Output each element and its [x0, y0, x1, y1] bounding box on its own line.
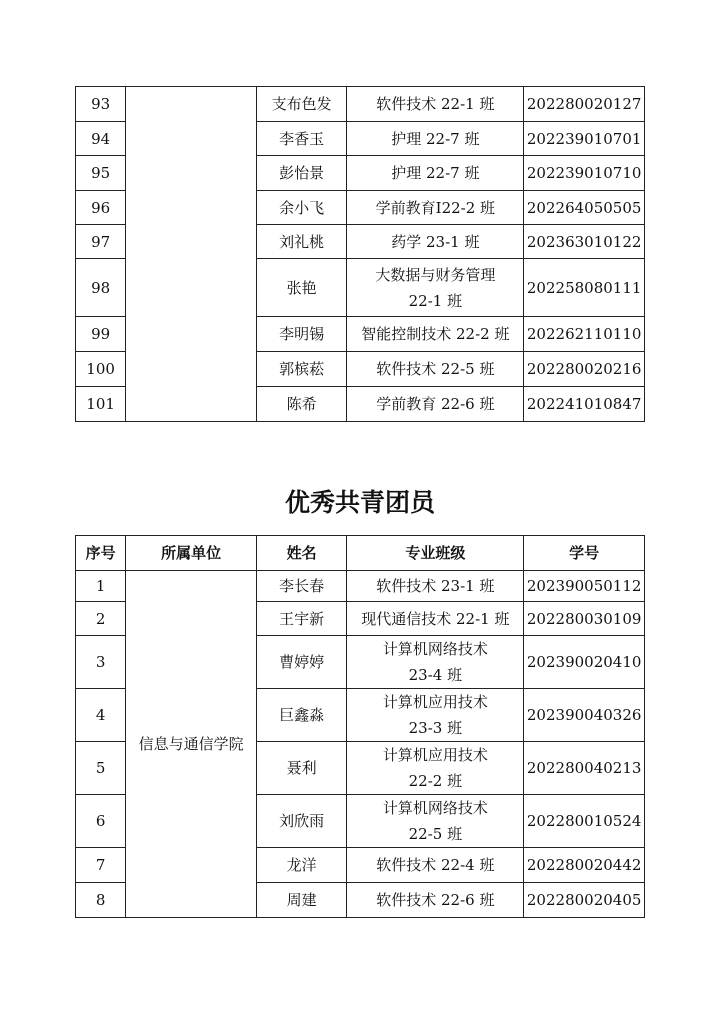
- student-id: 202280020216: [524, 352, 645, 387]
- class-line: 软件技术 22-1 班: [376, 95, 495, 113]
- row-number: 3: [76, 636, 126, 689]
- class-line: 计算机应用技术: [382, 746, 488, 764]
- student-id: 202390040326: [524, 689, 645, 742]
- class-cell: [347, 87, 524, 122]
- class-line: 22-5 班: [408, 825, 463, 843]
- class-cell: [347, 156, 524, 191]
- student-name: 聂利: [256, 742, 346, 795]
- class-cell: [347, 848, 524, 883]
- class-cell: [347, 571, 524, 602]
- section-title: 优秀共青团员: [284, 488, 435, 517]
- student-name: 陈希: [256, 387, 346, 422]
- class-line: 软件技术 22-5 班: [376, 360, 495, 378]
- student-id: 202363010122: [524, 225, 645, 259]
- student-name: 李明锡: [256, 317, 346, 352]
- row-number: 93: [76, 87, 126, 122]
- student-name: 余小飞: [256, 191, 346, 225]
- row-number: 98: [76, 259, 126, 317]
- unit-cell: 信息与通信学院: [126, 571, 257, 918]
- student-name: 刘欣雨: [256, 795, 346, 848]
- student-name: 曹婷婷: [256, 636, 346, 689]
- student-id: 202280030109: [524, 602, 645, 636]
- class-line: 软件技术 22-4 班: [376, 856, 495, 874]
- row-number: 101: [76, 387, 126, 422]
- row-number: 2: [76, 602, 126, 636]
- student-id: 202241010847: [524, 387, 645, 422]
- class-cell: [347, 259, 524, 317]
- student-id: 202280010524: [524, 795, 645, 848]
- class-line: 护理 22-7 班: [391, 164, 480, 182]
- header-id: 学号: [524, 536, 645, 571]
- student-name: 刘礼桃: [256, 225, 346, 259]
- student-name: 巨鑫淼: [256, 689, 346, 742]
- unit-cell: [126, 87, 257, 422]
- row-number: 95: [76, 156, 126, 191]
- class-cell: [347, 352, 524, 387]
- class-cell: [347, 742, 524, 795]
- student-name: 李长春: [256, 571, 346, 602]
- class-line: 23-3 班: [408, 719, 463, 737]
- student-name: 周建: [256, 883, 346, 918]
- row-number: 8: [76, 883, 126, 918]
- class-cell: [347, 317, 524, 352]
- class-line: 软件技术 23-1 班: [376, 577, 495, 595]
- row-number: 5: [76, 742, 126, 795]
- student-id: 202239010710: [524, 156, 645, 191]
- student-id: 202239010701: [524, 122, 645, 156]
- row-number: 99: [76, 317, 126, 352]
- row-number: 6: [76, 795, 126, 848]
- student-name: 彭怡景: [256, 156, 346, 191]
- class-line: 智能控制技术 22-2 班: [361, 325, 510, 343]
- class-cell: [347, 191, 524, 225]
- class-cell: [347, 689, 524, 742]
- student-id: 202258080111: [524, 259, 645, 317]
- student-name: 郭槟菘: [256, 352, 346, 387]
- class-cell: [347, 225, 524, 259]
- student-id: 202280020127: [524, 87, 645, 122]
- student-id: 202280040213: [524, 742, 645, 795]
- row-number: 7: [76, 848, 126, 883]
- student-name: 李香玉: [256, 122, 346, 156]
- excellent-member-table: [75, 535, 645, 918]
- class-line: 学前教育Ⅰ22-2 班: [375, 198, 496, 217]
- class-line: 护理 22-7 班: [391, 129, 480, 148]
- student-id: 202280020442: [524, 848, 645, 883]
- class-line: 大数据与财务管理: [375, 265, 496, 284]
- class-line: 软件技术 22-6 班: [376, 891, 495, 909]
- student-name: 龙洋: [256, 848, 346, 883]
- class-line: 现代通信技术 22-1 班: [361, 609, 510, 628]
- class-line: 药学 23-1 班: [391, 232, 480, 251]
- class-line: 22-2 班: [408, 772, 463, 790]
- class-line: 22-1 班: [408, 291, 463, 310]
- row-number: 100: [76, 352, 126, 387]
- class-cell: [347, 883, 524, 918]
- student-name: 王宇新: [256, 602, 346, 636]
- class-cell: [347, 795, 524, 848]
- class-cell: [347, 387, 524, 422]
- class-line: 学前教育 22-6 班: [376, 395, 495, 413]
- class-line: 计算机网络技术: [382, 640, 488, 658]
- class-cell: [347, 602, 524, 636]
- class-cell: [347, 636, 524, 689]
- class-cell: [347, 122, 524, 156]
- student-id: 202390050112: [524, 571, 645, 602]
- header-name: 姓名: [256, 536, 346, 571]
- row-number: 4: [76, 689, 126, 742]
- row-number: 97: [76, 225, 126, 259]
- continued-student-table: [75, 86, 645, 422]
- student-name: 支布色发: [256, 87, 346, 122]
- student-id: 202262110110: [524, 317, 645, 352]
- row-number: 1: [76, 571, 126, 602]
- table-row: [76, 87, 645, 122]
- student-id: 202280020405: [524, 883, 645, 918]
- header-unit: 所属单位: [126, 536, 257, 571]
- row-number: 96: [76, 191, 126, 225]
- student-id: 202390020410: [524, 636, 645, 689]
- header-class: 专业班级: [347, 536, 524, 571]
- row-number: 94: [76, 122, 126, 156]
- student-id: 202264050505: [524, 191, 645, 225]
- class-line: 计算机网络技术: [382, 799, 488, 817]
- student-name: 张艳: [256, 259, 346, 317]
- class-line: 计算机应用技术: [382, 693, 488, 711]
- header-row: [76, 536, 645, 571]
- table-row: [76, 571, 645, 602]
- header-no: 序号: [76, 536, 126, 571]
- class-line: 23-4 班: [408, 666, 463, 684]
